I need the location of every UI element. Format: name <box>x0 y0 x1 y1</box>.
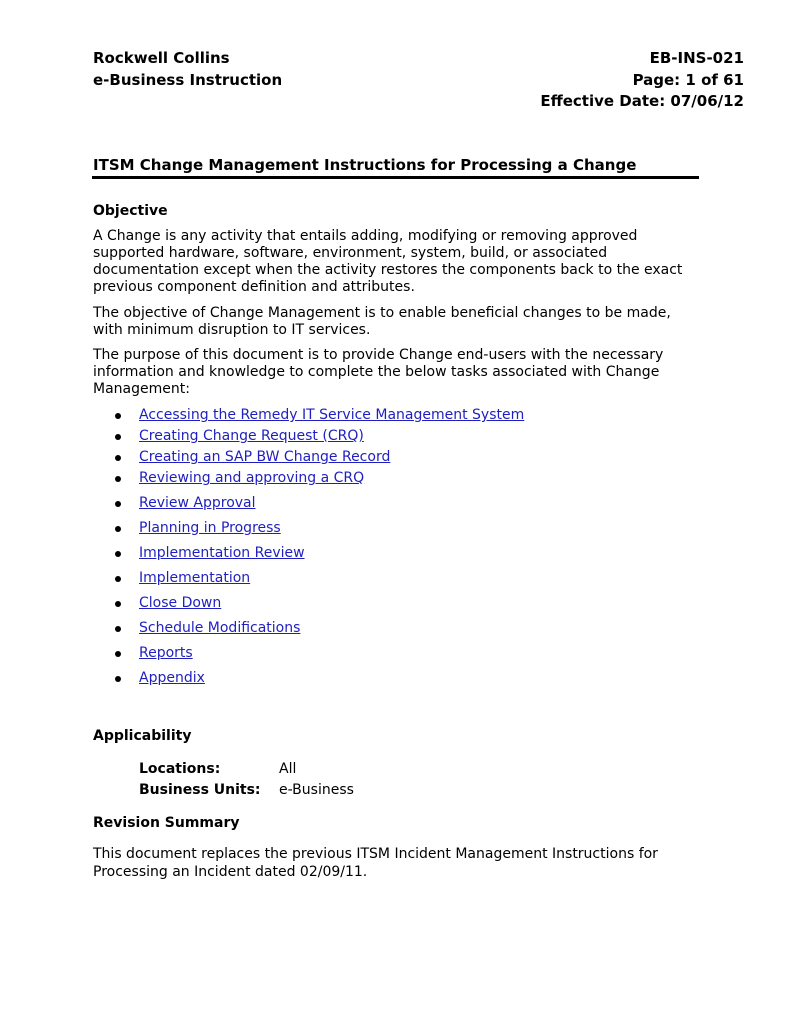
link-planning-in-progress[interactable]: Planning in Progress <box>139 520 281 536</box>
link-creating-sap-bw[interactable]: Creating an SAP BW Change Record <box>139 449 391 465</box>
bullet-icon <box>115 651 121 657</box>
bullet-icon <box>115 676 121 682</box>
title-underline <box>92 176 699 179</box>
objective-paragraph-1: A Change is any activity that entails adding, modifying or removing approved supported hardware, software, environment, system, build, or associated documentation except when the activity restores the components back to the exact previous component definition and attributes. <box>93 228 683 295</box>
revision-summary-text: This document replaces the previous ITSM Incident Management Instructions for Processing an Incident dated 02/09/11. <box>93 846 658 880</box>
revision-summary-heading: Revision Summary <box>93 815 240 831</box>
page-number: Page: 1 of 61 <box>632 70 744 89</box>
link-creating-crq[interactable]: Creating Change Request (CRQ) <box>139 428 364 444</box>
document-type: e-Business Instruction <box>93 70 283 89</box>
bullet-icon <box>115 501 121 507</box>
link-schedule-modifications[interactable]: Schedule Modifications <box>139 620 301 636</box>
header-left <box>93 48 282 91</box>
link-implementation-review[interactable]: Implementation Review <box>139 545 305 561</box>
bullet-icon <box>115 455 121 461</box>
objective-heading: Objective <box>93 203 168 219</box>
link-accessing-remedy[interactable]: Accessing the Remedy IT Service Management System <box>139 407 525 423</box>
document-id: EB-INS-021 <box>649 49 744 67</box>
bullet-icon <box>115 626 121 632</box>
link-implementation[interactable]: Implementation <box>139 570 251 586</box>
bullet-icon <box>115 601 121 607</box>
objective-paragraph-3: The purpose of this document is to provide Change end-users with the necessary information and knowledge to complete the below tasks associated with Change Management: <box>93 347 664 397</box>
bullet-icon <box>115 434 121 440</box>
header-right <box>540 48 744 113</box>
bullet-icon <box>115 576 121 582</box>
business-units-label: Business Units: <box>139 782 261 798</box>
objective-paragraph-2: The objective of Change Management is to enable beneficial changes to be made, with minimum disruption to IT services. <box>93 305 671 338</box>
link-close-down[interactable]: Close Down <box>139 595 222 611</box>
link-review-approval[interactable]: Review Approval <box>139 495 256 511</box>
applicability-heading: Applicability <box>93 728 192 744</box>
business-units-value: e-Business <box>279 782 354 798</box>
bullet-icon <box>115 476 121 482</box>
locations-label: Locations: <box>139 761 221 777</box>
link-reviewing-approving-crq[interactable]: Reviewing and approving a CRQ <box>139 470 365 486</box>
company-name: Rockwell Collins <box>93 49 230 67</box>
bullet-icon <box>115 413 121 419</box>
document-title: ITSM Change Management Instructions for Processing a Change <box>93 156 637 174</box>
bullet-icon <box>115 526 121 532</box>
link-appendix[interactable]: Appendix <box>139 670 205 686</box>
effective-date: Effective Date: 07/06/12 <box>540 92 744 110</box>
locations-value: All <box>279 761 297 777</box>
bullet-icon <box>115 551 121 557</box>
link-reports[interactable]: Reports <box>139 645 193 661</box>
